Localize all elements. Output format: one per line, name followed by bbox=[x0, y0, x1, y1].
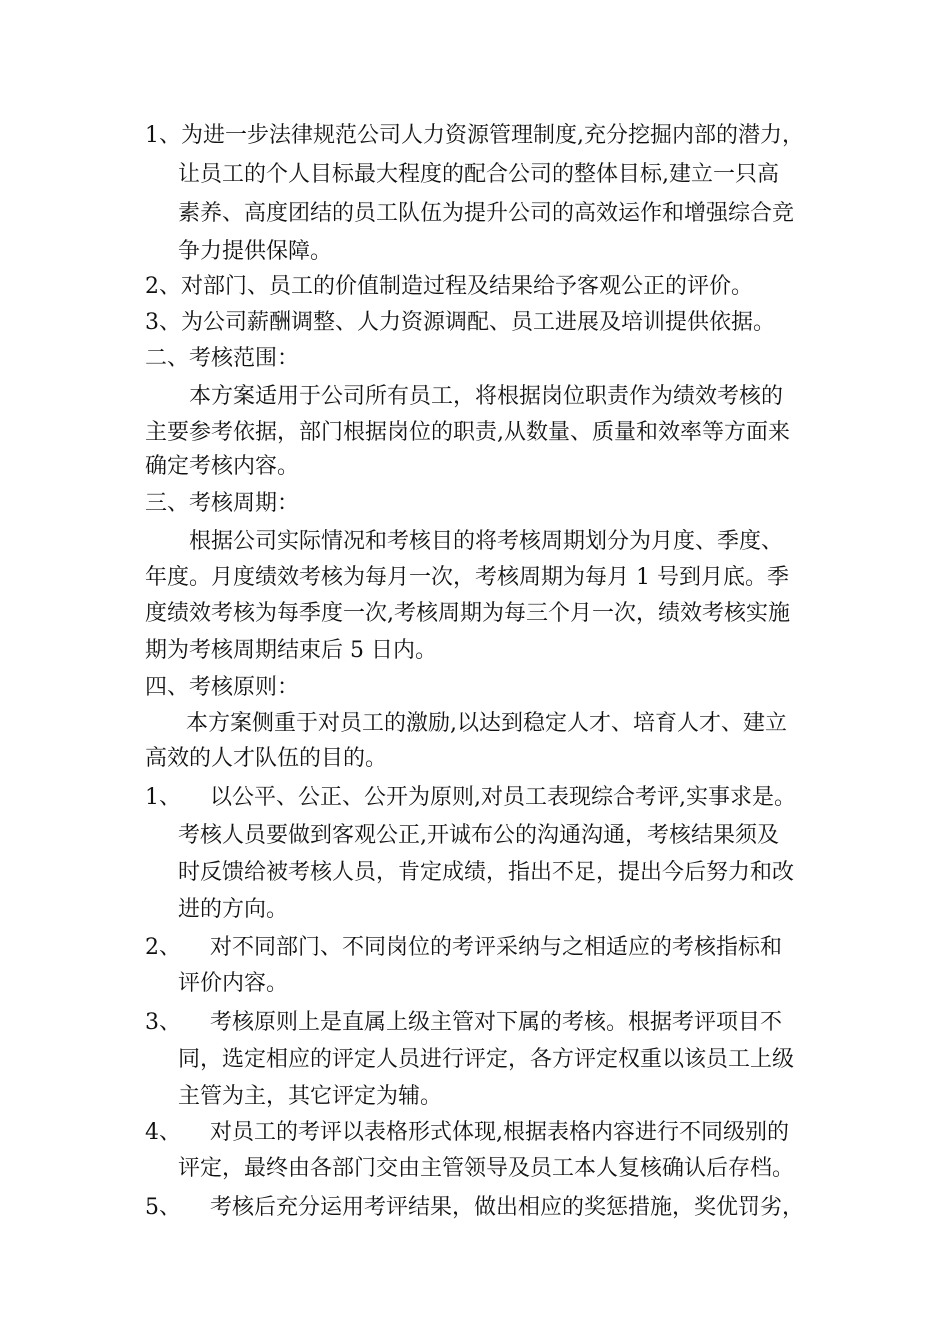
principle-number: 3、 bbox=[145, 1010, 181, 1035]
section3-para-line3: 度绩效考核为每季度一次,考核周期为每三个月一次，绩效考核实施 bbox=[145, 601, 790, 626]
principle-number: 4、 bbox=[145, 1120, 181, 1145]
section3-para-line2: 年度。月度绩效考核为每月一次，考核周期为每月 1 号到月底。季 bbox=[145, 565, 789, 590]
principle3-line1: 考核原则上是直属上级主管对下属的考核。根据考评项目不 bbox=[210, 1010, 783, 1035]
section4-intro-line1: 本方案侧重于对员工的激励,以达到稳定人才、培育人才、建立 bbox=[186, 711, 787, 736]
principle-number: 2、 bbox=[145, 935, 181, 960]
principle2-line1: 对不同部门、不同岗位的考评采纳与之相适应的考核指标和 bbox=[210, 935, 783, 960]
section3-para-line4: 期为考核周期结束后 5 日内。 bbox=[145, 638, 437, 663]
item1-line1: 1、为进一步法律规范公司人力资源管理制度,充分挖掘内部的潜力， bbox=[145, 123, 804, 148]
item1-line4: 争力提供保障。 bbox=[178, 239, 333, 264]
principle-number: 1、 bbox=[145, 785, 181, 810]
section4-intro-line2: 高效的人才队伍的目的。 bbox=[145, 746, 388, 771]
item1-line3: 素养、高度团结的员工队伍为提升公司的高效运作和增强综合竞 bbox=[178, 201, 795, 226]
item3-line: 3、为公司薪酬调整、人力资源调配、员工进展及培训提供依据。 bbox=[145, 310, 775, 335]
principle-number: 5、 bbox=[145, 1195, 181, 1220]
principle3-line3: 主管为主，其它评定为辅。 bbox=[178, 1084, 443, 1109]
principle2-line2: 评价内容。 bbox=[178, 971, 289, 996]
principle1-line3: 时反馈给被考核人员，肯定成绩，指出不足，提出今后努力和改 bbox=[178, 860, 795, 885]
principle5-line1: 考核后充分运用考评结果，做出相应的奖惩措施，奖优罚劣， bbox=[210, 1195, 805, 1220]
section2-para-line2: 主要参考依据，部门根据岗位的职责,从数量、质量和效率等方面来 bbox=[145, 420, 790, 445]
section4-heading: 四、考核原则： bbox=[145, 675, 300, 700]
principle4-line2: 评定，最终由各部门交由主管领导及员工本人复核确认后存档。 bbox=[178, 1156, 795, 1181]
principle1-line1: 以公平、公正、公开为原则,对员工表现综合考评,实事求是。 bbox=[210, 785, 796, 810]
section2-para-line1: 本方案适用于公司所有员工，将根据岗位职责作为绩效考核的 bbox=[189, 384, 784, 409]
section2-heading: 二、考核范围： bbox=[145, 346, 300, 371]
principle3-line2: 同，选定相应的评定人员进行评定，各方评定权重以该员工上级 bbox=[178, 1047, 795, 1072]
item1-line2: 让员工的个人目标最大程度的配合公司的整体目标,建立一只高 bbox=[178, 162, 779, 187]
section3-heading: 三、考核周期： bbox=[145, 491, 300, 516]
principle4-line1: 对员工的考评以表格形式体现,根据表格内容进行不同级别的 bbox=[210, 1120, 789, 1145]
item2-line: 2、对部门、员工的价值制造过程及结果给予客观公正的评价。 bbox=[145, 274, 753, 299]
section2-para-line3: 确定考核内容。 bbox=[145, 454, 300, 479]
principle1-line4: 进的方向。 bbox=[178, 897, 289, 922]
principle1-line2: 考核人员要做到客观公正,开诚布公的沟通沟通，考核结果须及 bbox=[178, 823, 779, 848]
section3-para-line1: 根据公司实际情况和考核目的将考核周期划分为月度、季度、 bbox=[189, 529, 784, 554]
